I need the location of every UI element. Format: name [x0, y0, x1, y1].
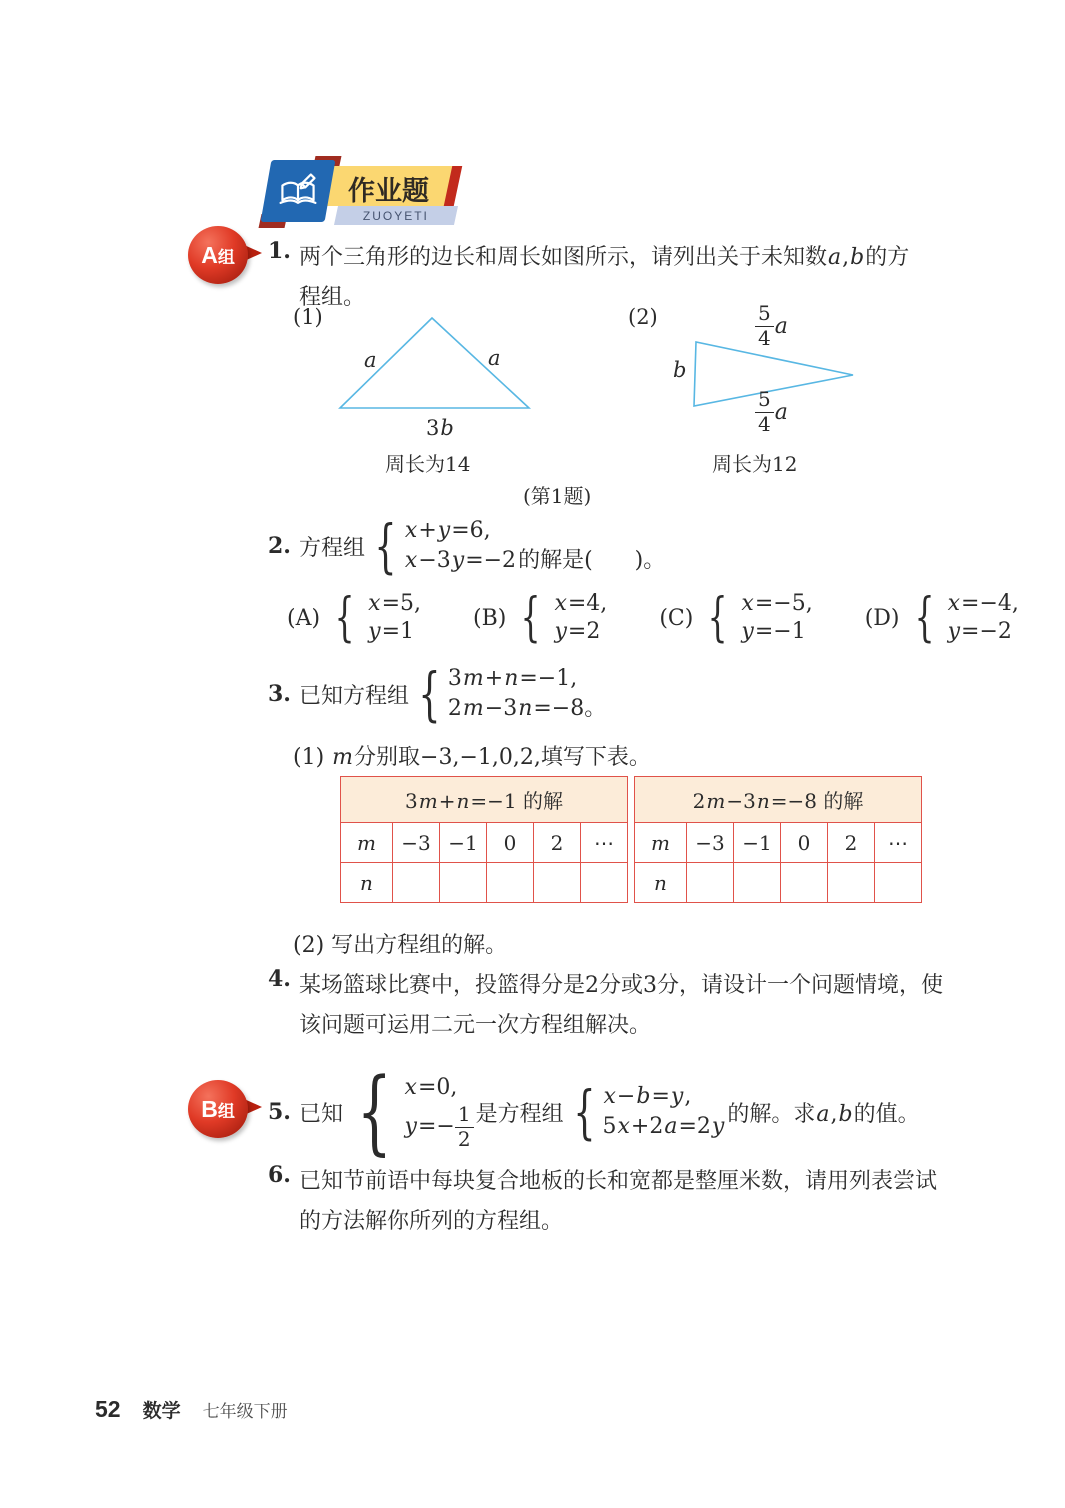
problem-1 [268, 238, 949, 318]
problem-1-number: 1. [268, 238, 291, 264]
page-footer [95, 1396, 288, 1423]
problem-5 [268, 1058, 920, 1165]
footer-grade: 七年级下册 [202, 1402, 288, 1421]
n-label-cell: n [341, 863, 393, 903]
system-eq2: 5x+2a=2y [602, 1114, 725, 1139]
footer-subject: 数学 [142, 1401, 181, 1422]
equation-system [411, 660, 607, 728]
figure-2-label: (2) [628, 305, 658, 329]
option-a-label: (A) [287, 605, 321, 631]
m-value-cell: 0 [781, 823, 828, 863]
problem-5-suffix: 的解。求a,b的值。 [727, 1101, 920, 1127]
triangle-1-side-left: a [364, 348, 377, 372]
brace: { [418, 660, 441, 728]
equation-system [514, 590, 607, 646]
brace: { [356, 1058, 392, 1165]
problem-4 [268, 966, 949, 1046]
brace: { [572, 1078, 596, 1146]
triangle-2-top-side-label: $\frac{5}{4}$ a [755, 302, 789, 350]
blue-parallelogram [261, 160, 336, 222]
m-value-cell: 2 [534, 823, 581, 863]
option-b-eq1: x=4, [554, 591, 608, 616]
option-b-eq2: y=2 [554, 619, 601, 644]
empty-cell [487, 863, 534, 903]
group-b-badge [188, 1080, 260, 1142]
brace: { [520, 588, 541, 648]
option-d [865, 590, 1021, 646]
problem-3-prefix: 已知方程组 [298, 683, 409, 709]
triangle-1-base: 3b [426, 416, 454, 440]
m-value-cell: −3 [687, 823, 734, 863]
m-value-cell: 2 [828, 823, 875, 863]
problem-5-prefix: 已知 [298, 1101, 343, 1127]
empty-cell [534, 863, 581, 903]
problem-2-suffix: 的解是( )。 [518, 548, 666, 573]
m-value-cell: −3 [393, 823, 440, 863]
equation-system [908, 590, 1019, 646]
n-label-cell: n [635, 863, 687, 903]
m-label-cell: m [635, 823, 687, 863]
fraction: $\frac{5}{4}$ [755, 388, 774, 436]
brace: { [334, 588, 355, 648]
problem-4-number: 4. [268, 966, 291, 992]
group-a-label: A组 [201, 241, 235, 268]
triangle-2-side-left: b [673, 358, 687, 382]
problem-1-line1: 两个三角形的边长和周长如图所示，请列出关于未知数a,b的方 [298, 245, 910, 270]
option-c [659, 590, 814, 646]
option-b [473, 590, 609, 646]
equation-2: 2m−3n=−8。 [447, 696, 607, 721]
empty-cell [828, 863, 875, 903]
homework-header-badge [262, 156, 472, 232]
solution-table-right [634, 776, 922, 903]
problem-5-number: 5. [268, 1099, 291, 1125]
problem-6-number: 6. [268, 1162, 291, 1188]
equation-system [566, 1078, 726, 1146]
problem-3-sub1: (1) m分别取−3,−1,0,2,填写下表。 [293, 745, 651, 770]
option-d-label: (D) [864, 605, 900, 631]
equation-1: x+y=6, [404, 518, 491, 543]
empty-cell [440, 863, 487, 903]
triangle-2-caption: 周长为12 [712, 452, 798, 476]
equation-system [367, 512, 517, 580]
problem-5-mid: 是方程组 [475, 1101, 564, 1127]
problem-3 [268, 660, 608, 728]
empty-cell [875, 863, 922, 903]
problem-6-text [299, 1162, 949, 1242]
empty-cell [687, 863, 734, 903]
subtitle-strip [334, 206, 458, 225]
problem-2-prefix: 方程组 [298, 535, 365, 561]
group-b-circle [188, 1080, 248, 1138]
solution-table [340, 776, 922, 903]
m-value-cell: −1 [440, 823, 487, 863]
page-number: 52 [95, 1396, 121, 1422]
option-b-label: (B) [473, 605, 507, 631]
empty-cell [393, 863, 440, 903]
problem-6-line1: 已知节前语中每块复合地板的长和宽都是整厘米数，请用列表尝试 [298, 1169, 937, 1194]
problem-2-options [287, 590, 1021, 646]
system-eq1: x−b=y, [603, 1084, 692, 1109]
group-b-label: B组 [201, 1095, 235, 1122]
equation-system [701, 590, 812, 646]
empty-cell [581, 863, 628, 903]
solution-system [345, 1058, 474, 1165]
option-c-eq1: x=−5, [741, 591, 813, 616]
m-value-cell: ⋯ [875, 823, 922, 863]
problem-3-sub2: (2) 写出方程组的解。 [293, 933, 508, 958]
equation-system [328, 590, 421, 646]
m-value-cell: −1 [734, 823, 781, 863]
fraction: $\frac{5}{4}$ [755, 302, 774, 350]
problem-3-number: 3. [268, 681, 291, 707]
problem-1-text [299, 238, 949, 318]
problem-4-line2: 该问题可运用二元一次方程组解决。 [298, 1013, 651, 1038]
brace: { [374, 512, 397, 580]
option-d-eq1: x=−4, [947, 591, 1019, 616]
triangle-1-side-right: a [488, 346, 501, 370]
problem-2-number: 2. [268, 533, 291, 559]
empty-cell [734, 863, 781, 903]
brace: { [914, 588, 934, 648]
option-a-eq2: y=1 [368, 619, 415, 644]
empty-cell [781, 863, 828, 903]
equation-2: x−3y=−2 [404, 548, 517, 573]
equation-1: 3m+n=−1, [447, 666, 578, 691]
triangle-2-bottom-side-label: $\frac{5}{4}$ a [755, 388, 789, 436]
table-right-header: 2m−3n=−8 的解 [635, 777, 922, 823]
problem-4-line1: 某场篮球比赛中，投篮得分是2分或3分，请设计一个问题情境，使 [298, 973, 943, 998]
problem-6-line2: 的方法解你所列的方程组。 [298, 1209, 563, 1234]
problem-1-line2: 程组。 [298, 285, 365, 310]
group-a-badge [188, 226, 260, 288]
fraction: $\frac{1}{2}$ [455, 1103, 474, 1151]
problem-4-text [299, 966, 949, 1046]
header-subtitle: ZUOYETI [362, 208, 429, 223]
brace: { [707, 588, 728, 648]
problem-2 [268, 512, 666, 580]
option-c-eq2: y=−1 [741, 619, 806, 644]
m-value-cell: 0 [487, 823, 534, 863]
table-left-header: 3m+n=−1 的解 [341, 777, 628, 823]
option-c-label: (C) [659, 605, 694, 631]
figure-1-label: (1) [293, 305, 323, 329]
triangle-1-caption: 周长为14 [385, 452, 471, 476]
option-a-eq1: x=5, [368, 591, 422, 616]
solution-eq2: y=− $\frac{1}{2}$ [404, 1103, 474, 1151]
option-a [287, 590, 423, 646]
solution-table-left [340, 776, 628, 903]
option-d-eq2: y=−2 [947, 619, 1012, 644]
group-a-circle [188, 226, 248, 284]
problem-6 [268, 1162, 949, 1242]
solution-eq1: x=0, [404, 1075, 458, 1100]
m-label-cell: m [341, 823, 393, 863]
figure-group-caption: (第1题) [523, 484, 592, 508]
book-pencil-icon [276, 169, 320, 213]
header-title: 作业题 [348, 176, 429, 206]
m-value-cell: ⋯ [581, 823, 628, 863]
